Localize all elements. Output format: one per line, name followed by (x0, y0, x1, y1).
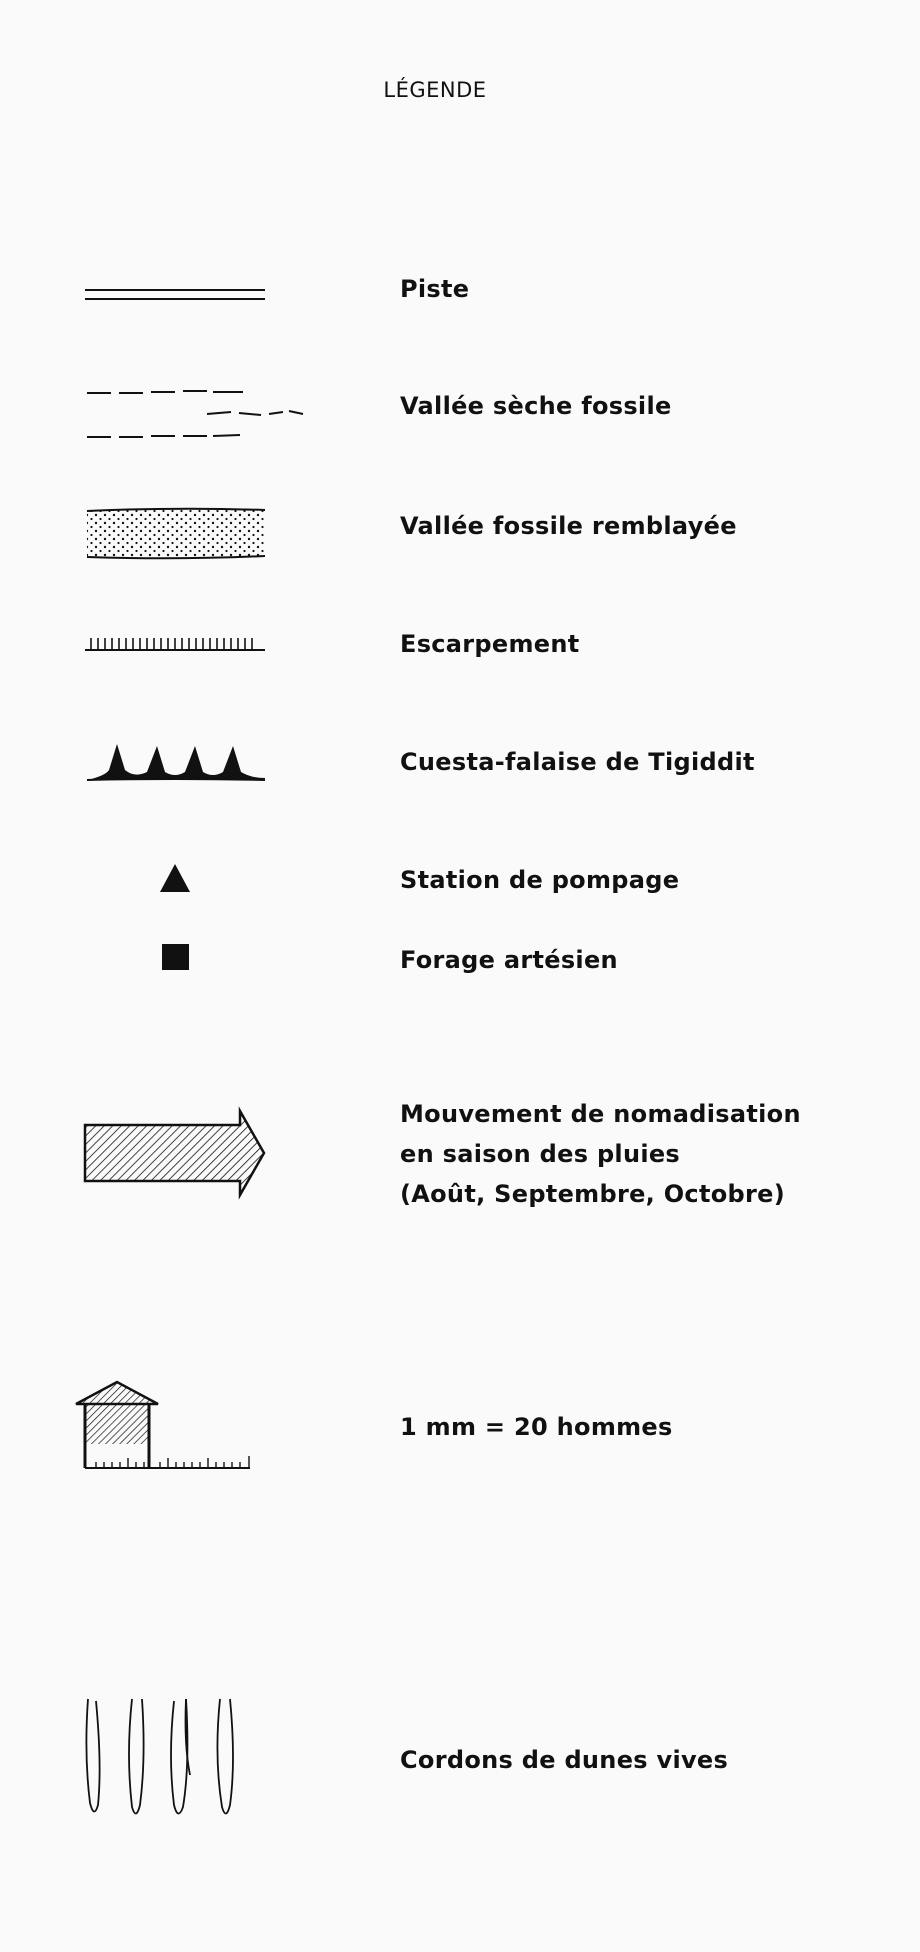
triangle-icon (158, 862, 192, 894)
legend-title: LÉGENDE (383, 78, 487, 102)
label-vallee-remblayee: Vallée fossile remblayée (400, 512, 737, 540)
square-icon (161, 943, 191, 973)
spiked-line-icon (85, 740, 270, 785)
double-line-icon (85, 285, 270, 305)
label-piste: Piste (400, 275, 470, 303)
label-vallee-seche: Vallée sèche fossile (400, 392, 672, 420)
label-cuesta: Cuesta-falaise de Tigiddit (400, 748, 755, 776)
dashed-lines-icon (85, 385, 310, 445)
label-nomadisation-line-1: Mouvement de nomadisation (400, 1100, 801, 1128)
dune-ridges-icon (80, 1695, 260, 1825)
house-scale-icon (72, 1378, 257, 1478)
label-echelle: 1 mm = 20 hommes (400, 1413, 673, 1441)
label-station: Station de pompage (400, 866, 680, 894)
label-forage: Forage artésien (400, 946, 618, 974)
label-dunes: Cordons de dunes vives (400, 1746, 729, 1774)
hachured-line-icon (85, 634, 270, 654)
label-escarpement: Escarpement (400, 630, 580, 658)
label-nomadisation (400, 1094, 801, 1214)
hatched-arrow-icon (82, 1105, 272, 1201)
label-nomadisation-line-3: (Août, Septembre, Octobre) (400, 1180, 785, 1208)
label-nomadisation-line-2: en saison des pluies (400, 1140, 681, 1168)
dotted-band-icon (85, 505, 270, 565)
